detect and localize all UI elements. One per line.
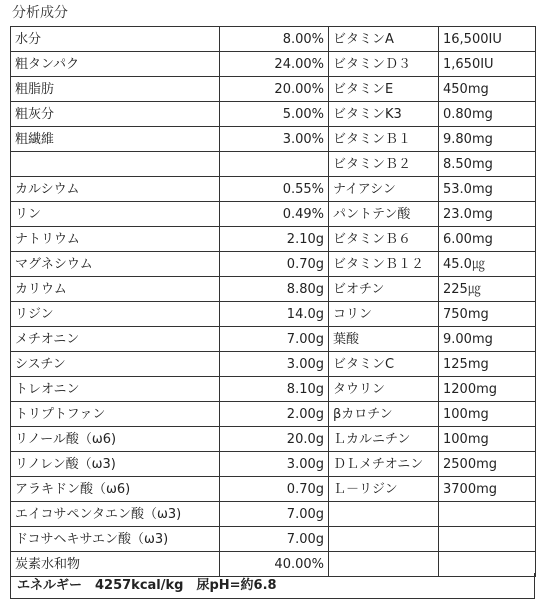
- table-row: [11, 227, 536, 252]
- vitamin-amount-cell: 100mg: [439, 427, 536, 452]
- vitamin-name-cell: ビタミンＢ２: [329, 152, 439, 177]
- nutrient-name-cell: リン: [11, 202, 220, 227]
- table-row: [11, 527, 536, 552]
- nutrient-amount-cell: 0.49%: [220, 202, 329, 227]
- nutrient-name-cell: 粗繊維: [11, 127, 220, 152]
- nutrient-name-cell: アラキドン酸（ω6): [11, 477, 220, 502]
- vitamin-amount-cell: 45.0㎍: [439, 252, 536, 277]
- vitamin-name-cell: ビタミンC: [329, 352, 439, 377]
- vitamin-amount-cell: 100mg: [439, 402, 536, 427]
- nutrient-name-cell: リノレン酸（ω3): [11, 452, 220, 477]
- vitamin-amount-cell: 2500mg: [439, 452, 536, 477]
- nutrient-name-cell: リノール酸（ω6): [11, 427, 220, 452]
- vitamin-name-cell: コリン: [329, 302, 439, 327]
- vitamin-name-cell: [329, 527, 439, 552]
- nutrient-amount-cell: 2.10g: [220, 227, 329, 252]
- vitamin-name-cell: βカロチン: [329, 402, 439, 427]
- table-row: [11, 52, 536, 77]
- vitamin-amount-cell: [439, 502, 536, 527]
- table-row: [11, 127, 536, 152]
- nutrient-name-cell: 粗灰分: [11, 102, 220, 127]
- table-row: [11, 252, 536, 277]
- table-row: [11, 27, 536, 52]
- vitamin-name-cell: Ｌ－リジン: [329, 477, 439, 502]
- page-title: 分析成分: [12, 5, 68, 21]
- table-row: [11, 77, 536, 102]
- table-row: [11, 327, 536, 352]
- nutrient-name-cell: カルシウム: [11, 177, 220, 202]
- nutrient-name-cell: トレオニン: [11, 377, 220, 402]
- vitamin-amount-cell: 6.00mg: [439, 227, 536, 252]
- nutrient-amount-cell: 0.70g: [220, 252, 329, 277]
- vitamin-name-cell: ビタミンＢ１: [329, 127, 439, 152]
- table-row: [11, 277, 536, 302]
- table-row: [11, 452, 536, 477]
- nutrient-name-cell: メチオニン: [11, 327, 220, 352]
- nutrient-amount-cell: 5.00%: [220, 102, 329, 127]
- nutrient-name-cell: 炭素水和物: [11, 552, 220, 577]
- nutrient-name-cell: ドコサヘキサエン酸（ω3): [11, 527, 220, 552]
- vitamin-amount-cell: 225㎍: [439, 277, 536, 302]
- table-row: [11, 427, 536, 452]
- table-row: [11, 352, 536, 377]
- nutrient-amount-cell: 3.00g: [220, 352, 329, 377]
- table-row: [11, 502, 536, 527]
- nutrient-amount-cell: 7.00g: [220, 527, 329, 552]
- nutrient-amount-cell: 8.80g: [220, 277, 329, 302]
- energy-footer: エネルギー 4257kcal/kg 尿pH=約6.8: [10, 573, 535, 599]
- vitamin-name-cell: ビオチン: [329, 277, 439, 302]
- nutrient-amount-cell: 24.00%: [220, 52, 329, 77]
- nutrient-amount-cell: 0.70g: [220, 477, 329, 502]
- nutrient-amount-cell: 20.00%: [220, 77, 329, 102]
- vitamin-name-cell: 葉酸: [329, 327, 439, 352]
- nutrient-name-cell: 水分: [11, 27, 220, 52]
- vitamin-amount-cell: 16,500IU: [439, 27, 536, 52]
- nutrient-name-cell: リジン: [11, 302, 220, 327]
- vitamin-name-cell: ビタミンＢ６: [329, 227, 439, 252]
- vitamin-amount-cell: 8.50mg: [439, 152, 536, 177]
- nutrient-name-cell: 粗タンパク: [11, 52, 220, 77]
- table-row: [11, 402, 536, 427]
- vitamin-name-cell: Ｌカルニチン: [329, 427, 439, 452]
- vitamin-amount-cell: 1,650IU: [439, 52, 536, 77]
- table-row: [11, 177, 536, 202]
- vitamin-amount-cell: 9.80mg: [439, 127, 536, 152]
- nutrient-name-cell: シスチン: [11, 352, 220, 377]
- vitamin-amount-cell: [439, 527, 536, 552]
- table-row: [11, 152, 536, 177]
- vitamin-amount-cell: 53.0mg: [439, 177, 536, 202]
- vitamin-amount-cell: 23.0mg: [439, 202, 536, 227]
- nutrient-amount-cell: 3.00%: [220, 127, 329, 152]
- vitamin-name-cell: パントテン酸: [329, 202, 439, 227]
- vitamin-name-cell: [329, 502, 439, 527]
- table-row: [11, 477, 536, 502]
- nutrition-table: [10, 26, 536, 577]
- vitamin-name-cell: ビタミンA: [329, 27, 439, 52]
- nutrient-amount-cell: 2.00g: [220, 402, 329, 427]
- vitamin-name-cell: タウリン: [329, 377, 439, 402]
- nutrient-amount-cell: 3.00g: [220, 452, 329, 477]
- table-row: [11, 202, 536, 227]
- vitamin-name-cell: ＤＬメチオニン: [329, 452, 439, 477]
- vitamin-name-cell: ビタミンＤ３: [329, 52, 439, 77]
- nutrient-name-cell: エイコサペンタエン酸（ω3): [11, 502, 220, 527]
- vitamin-amount-cell: 450mg: [439, 77, 536, 102]
- vitamin-name-cell: ナイアシン: [329, 177, 439, 202]
- nutrient-amount-cell: 0.55%: [220, 177, 329, 202]
- vitamin-amount-cell: 1200mg: [439, 377, 536, 402]
- table-row: [11, 302, 536, 327]
- table-row: [11, 102, 536, 127]
- nutrient-name-cell: ナトリウム: [11, 227, 220, 252]
- nutrient-amount-cell: 7.00g: [220, 327, 329, 352]
- nutrient-amount-cell: 40.00%: [220, 552, 329, 577]
- nutrient-amount-cell: 20.0g: [220, 427, 329, 452]
- nutrient-name-cell: マグネシウム: [11, 252, 220, 277]
- vitamin-amount-cell: 9.00mg: [439, 327, 536, 352]
- table-row: [11, 377, 536, 402]
- nutrient-amount-cell: 8.10g: [220, 377, 329, 402]
- vitamin-name-cell: ビタミンK3: [329, 102, 439, 127]
- nutrient-amount-cell: 14.0g: [220, 302, 329, 327]
- nutrient-amount-cell: 7.00g: [220, 502, 329, 527]
- nutrient-name-cell: [11, 152, 220, 177]
- vitamin-amount-cell: 750mg: [439, 302, 536, 327]
- nutrient-amount-cell: 8.00%: [220, 27, 329, 52]
- nutrition-table-body: [11, 27, 536, 577]
- vitamin-name-cell: ビタミンE: [329, 77, 439, 102]
- vitamin-amount-cell: 125mg: [439, 352, 536, 377]
- vitamin-amount-cell: 3700mg: [439, 477, 536, 502]
- nutrient-amount-cell: [220, 152, 329, 177]
- vitamin-amount-cell: 0.80mg: [439, 102, 536, 127]
- nutrient-name-cell: カリウム: [11, 277, 220, 302]
- vitamin-name-cell: ビタミンＢ１２: [329, 252, 439, 277]
- nutrient-name-cell: トリプトファン: [11, 402, 220, 427]
- nutrient-name-cell: 粗脂肪: [11, 77, 220, 102]
